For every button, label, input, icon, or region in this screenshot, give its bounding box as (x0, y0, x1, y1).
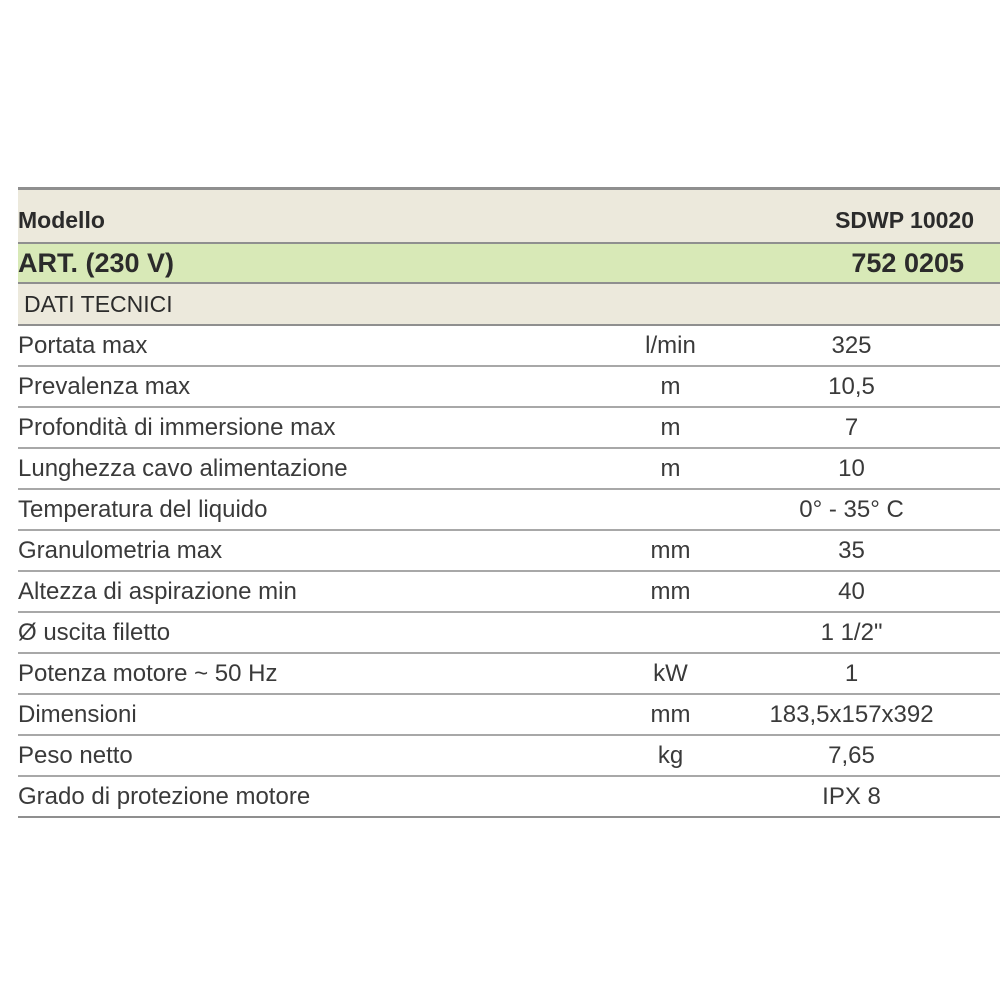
spec-unit: l/min (538, 325, 703, 366)
spec-unit: kW (538, 653, 703, 694)
spec-row (18, 694, 1000, 735)
spec-label: Granulometria max (18, 530, 538, 571)
spec-unit (538, 612, 703, 653)
spec-row (18, 735, 1000, 776)
section-row (18, 283, 1000, 325)
art-label: ART. (230 V) (18, 243, 703, 283)
section-title: DATI TECNICI (18, 283, 1000, 325)
spec-unit: m (538, 448, 703, 489)
model-row (18, 189, 1000, 244)
spec-label: Dimensioni (18, 694, 538, 735)
spec-value: 325 (703, 325, 1000, 366)
spec-unit: m (538, 366, 703, 407)
spec-value: 1 (703, 653, 1000, 694)
spec-value: 0° - 35° C (703, 489, 1000, 530)
spec-value: 7 (703, 407, 1000, 448)
model-label: Modello (18, 189, 703, 244)
art-row (18, 243, 1000, 283)
spec-value: 1 1/2" (703, 612, 1000, 653)
spec-label: Lunghezza cavo alimentazione (18, 448, 538, 489)
spec-row (18, 571, 1000, 612)
spec-label: Potenza motore ~ 50 Hz (18, 653, 538, 694)
spec-unit (538, 776, 703, 817)
spec-label: Ø uscita filetto (18, 612, 538, 653)
spec-value: IPX 8 (703, 776, 1000, 817)
spec-label: Portata max (18, 325, 538, 366)
spec-row (18, 407, 1000, 448)
spec-unit: mm (538, 571, 703, 612)
spec-row (18, 325, 1000, 366)
spec-label: Peso netto (18, 735, 538, 776)
spec-value: 10,5 (703, 366, 1000, 407)
art-value: 752 0205 (703, 243, 1000, 283)
spec-unit: mm (538, 694, 703, 735)
spec-value: 7,65 (703, 735, 1000, 776)
spec-unit: mm (538, 530, 703, 571)
spec-row (18, 489, 1000, 530)
spec-unit (538, 489, 703, 530)
spec-label: Altezza di aspirazione min (18, 571, 538, 612)
spec-row (18, 366, 1000, 407)
spec-row (18, 530, 1000, 571)
model-value: SDWP 10020 (703, 189, 1000, 244)
spec-unit: kg (538, 735, 703, 776)
spec-row (18, 448, 1000, 489)
spec-row (18, 612, 1000, 653)
spec-row (18, 776, 1000, 817)
spec-label: Grado di protezione motore (18, 776, 538, 817)
spec-value: 183,5x157x392 (703, 694, 1000, 735)
spec-label: Prevalenza max (18, 366, 538, 407)
spec-value: 35 (703, 530, 1000, 571)
spec-label: Temperatura del liquido (18, 489, 538, 530)
spec-value: 40 (703, 571, 1000, 612)
spec-value: 10 (703, 448, 1000, 489)
spec-table (18, 187, 1000, 818)
spec-label: Profondità di immersione max (18, 407, 538, 448)
spec-table-body (18, 189, 1000, 818)
spec-unit: m (538, 407, 703, 448)
spec-row (18, 653, 1000, 694)
